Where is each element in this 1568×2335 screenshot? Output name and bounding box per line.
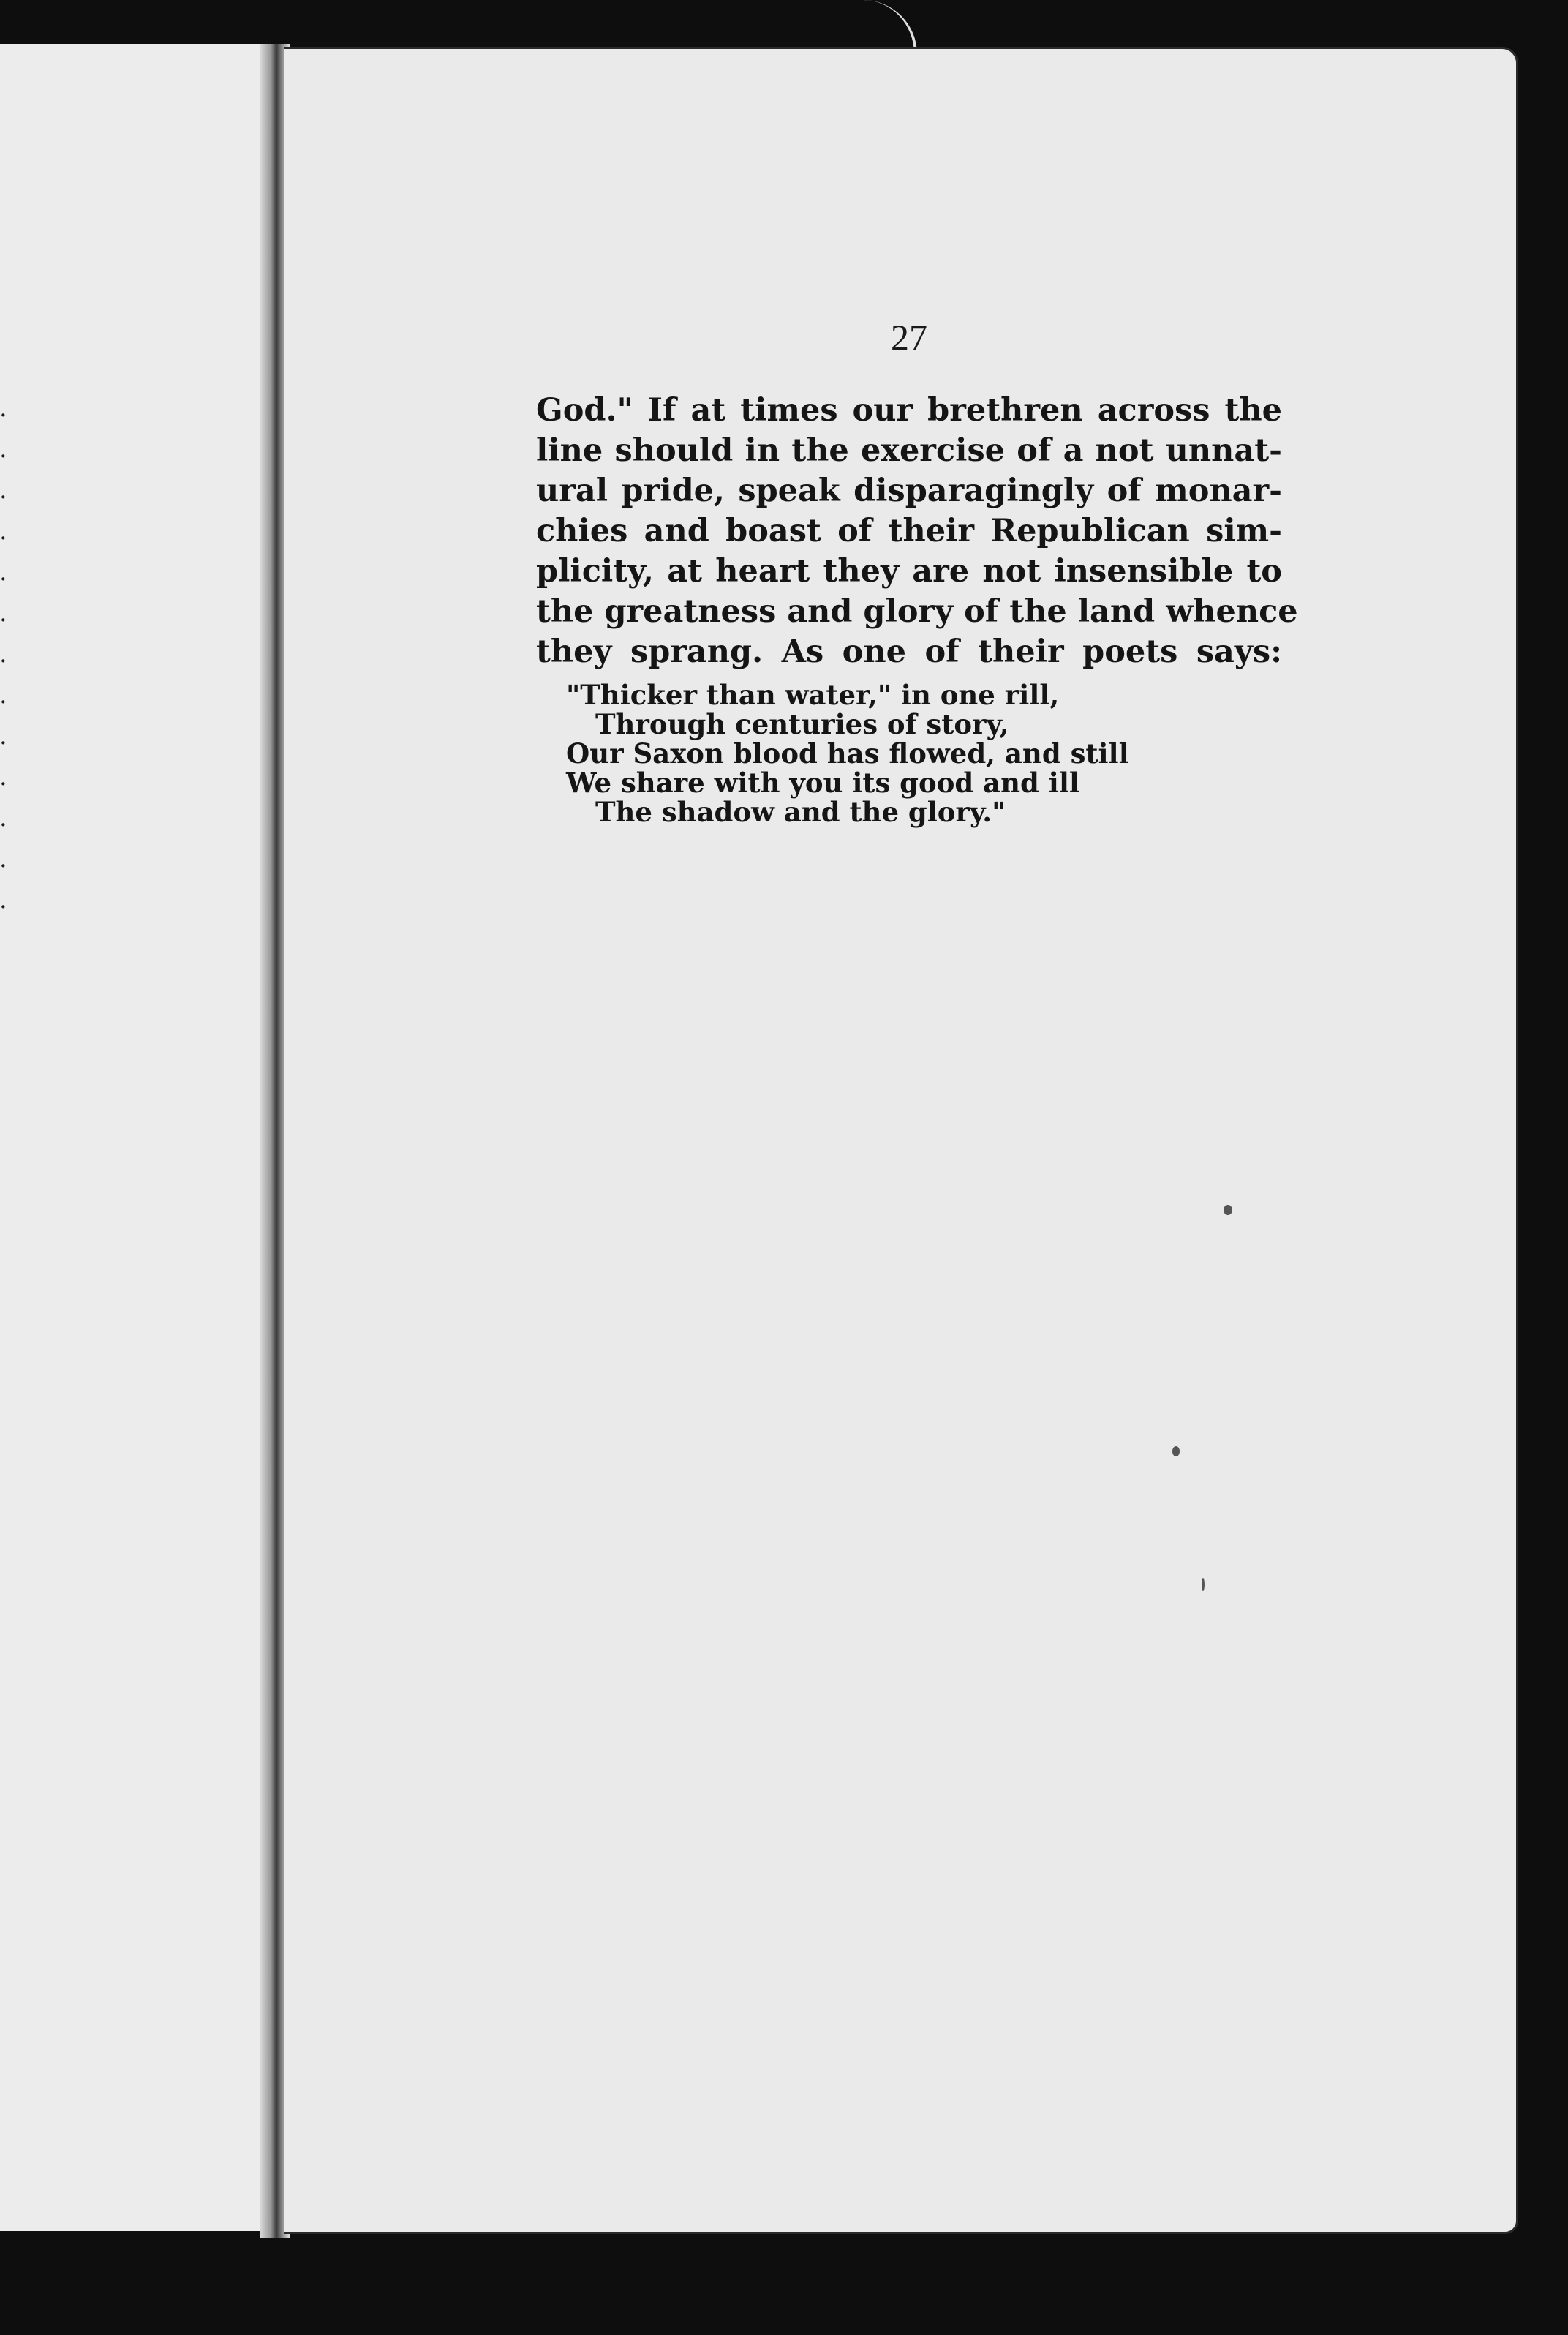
poem-line: Through centuries of story, bbox=[595, 708, 1009, 740]
paper-speck bbox=[1202, 1578, 1205, 1591]
paper-speck bbox=[1224, 1205, 1232, 1215]
text-line: line should in the exercise of a not unnat- bbox=[536, 432, 1282, 469]
left-page-edge-marks: · · · · · · · · · · · · · bbox=[0, 405, 7, 917]
right-page bbox=[284, 47, 1518, 2234]
text-line: the greatness and glory of the land whence bbox=[536, 593, 1298, 630]
poem-line: "Thicker than water," in one rill, bbox=[566, 679, 1060, 711]
text-line: God." If at times our brethren across the bbox=[536, 392, 1282, 429]
text-line: plicity, at heart they are not insensible to bbox=[536, 553, 1282, 590]
poem-line: The shadow and the glory." bbox=[595, 796, 1006, 828]
poem-line: We share with you its good and ill bbox=[566, 767, 1079, 799]
text-line: they sprang. As one of their poets says: bbox=[536, 633, 1282, 670]
text-line: chies and boast of their Republican sim- bbox=[536, 513, 1282, 549]
left-page bbox=[0, 44, 272, 2231]
body-text bbox=[536, 391, 1298, 672]
poem-quotation bbox=[566, 680, 1129, 827]
text-line: ural pride, speak disparagingly of monar- bbox=[536, 473, 1282, 509]
poem-line: Our Saxon blood has flowed, and still bbox=[566, 737, 1129, 770]
paper-speck bbox=[1172, 1446, 1180, 1456]
page-number: 27 bbox=[891, 317, 927, 358]
